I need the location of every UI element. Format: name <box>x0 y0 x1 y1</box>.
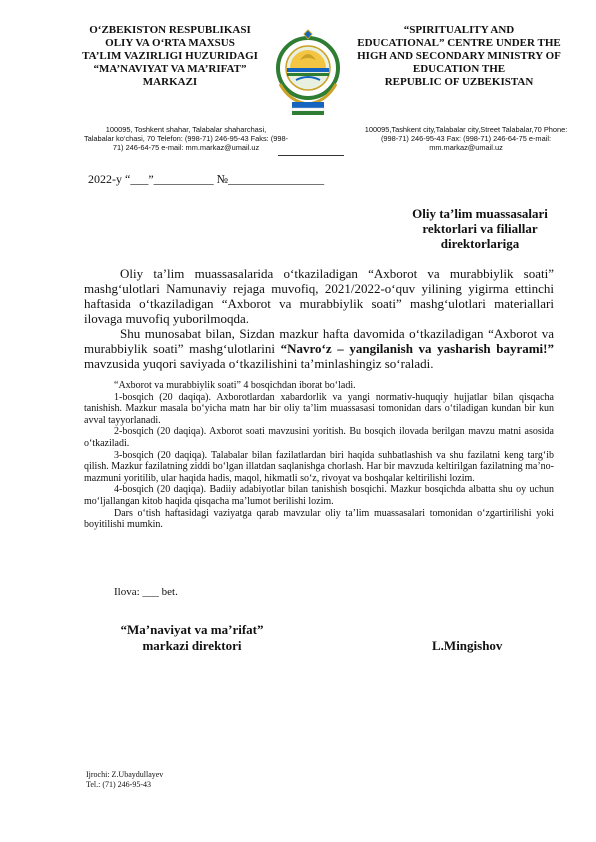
stage-paragraph: 1-bosqich (20 daqiqa). Axborotlardan xabardorlik va yangi normativ-huquqiy hujjatlar bilan qisqacha tanishish. Mazkur masala bo‘yicha matn har bir oliy ta’lim muassasasi tomonidan dars o‘tiladigan kundan bir kun avval tayyorlanadi. <box>84 391 554 426</box>
letterhead-uz-line: OLIY VA O‘RTA MAXSUS <box>105 37 235 49</box>
address-uz-line: Talabalar ko‘chasi, 70 Telefon: (998-71) 246-95-43 Faks: (998- <box>83 134 289 143</box>
address-en-line: (998-71) 246-95-43 Fax: (998-71) 246-64-75 e-mail: <box>380 134 552 143</box>
letterhead-divider <box>278 155 344 156</box>
attachment-note: Ilova: ___ bet. <box>114 586 178 598</box>
executor-phone: Tel.: (71) 246-95-43 <box>86 779 151 789</box>
paragraph-text: Shu munosabat bilan, Sizdan mazkur hafta davomida o‘tkaziladigan “Axborot va murabbiylik soati” mashg‘ulotlarini <box>84 326 554 356</box>
address-uz-line: 71) 246-64-75 e-mail: mm.markaz@umail.uz <box>112 143 260 152</box>
addressee <box>380 206 580 251</box>
letterhead-en-line: EDUCATIONAL” CENTRE UNDER THE <box>357 37 561 49</box>
letterhead-en-line: HIGH AND SECONDARY MINISTRY OF <box>357 50 561 62</box>
address-en-line: mm.markaz@umail.uz <box>429 143 503 152</box>
paragraph-text: mavzusida yuqori saviyada o‘tkazilishini ta’minlashingiz so‘raladi. <box>84 356 434 371</box>
letterhead <box>0 20 596 160</box>
stages-list <box>84 380 554 531</box>
letterhead-en-line: “SPIRITUALITY AND <box>403 24 515 36</box>
letter-body <box>84 266 554 371</box>
letterhead-uz <box>72 24 268 89</box>
letterhead-uz-line: TA’LIM VAZIRLIGI HUZURIDAGI <box>82 50 258 62</box>
letterhead-en-line: REPUBLIC OF UZBEKISTAN <box>384 76 534 88</box>
signatory-title-line: markazi direktori <box>142 638 242 653</box>
letterhead-uz-line: O‘ZBEKISTON RESPUBLIKASI <box>89 24 251 36</box>
signatory-title <box>112 622 272 654</box>
stage-paragraph: Dars o‘tish haftasidagi vaziyatga qarab mavzular oliy ta’lim muassasalari tomonidan o‘zgartirilishi yoki boyitilishi mumkin. <box>84 507 554 531</box>
body-paragraph: Oliy ta’lim muassasalarida o‘tkaziladigan “Axborot va murabbiylik soati” mashg‘ulotlari Namunaviy rejaga muvofiq, 2021/2022-o‘quv yilining yigirma ettinchi haftasida o‘tkaziladigan “Axborot va murabbiylik soati” mashg‘ulotlari materiallari ilovaga muvofiq yuborilmoqda. <box>84 266 554 326</box>
letterhead-uz-line: “MA’NAVIYAT VA MA’RIFAT” <box>93 63 247 75</box>
stage-paragraph: 4-bosqich (20 daqiqa). Badiiy adabiyotlar bilan tanishish bosqichi. Mazkur bosqichda albatta shu oy uchun mo‘ljallangan kitob haqida qisqacha ma’lumot berilishi lozim. <box>84 484 554 507</box>
letterhead-en <box>344 24 574 89</box>
date-number-line: 2022-y “___”__________ №________________ <box>88 172 325 186</box>
stage-paragraph: 2-bosqich (20 daqiqa). Axborot soati mavzusini yoritish. Bu bosqich ilovada berilgan mavzu matni asosida o‘tkaziladi. <box>84 426 554 449</box>
stage-paragraph: 3-bosqich (20 daqiqa). Talabalar bilan fazilatlardan biri haqida suhbatlashish va shu fazilatni keng targ‘ib qilish. Mazkur fazilatning ziddi bo‘lgan illatdan saqlanishga chorlash. Har bir mavzuda keltirilgan fazilatning ma’no-mazmuni yoritilib, ular haqida hadis, maqol, hikmatli so‘z, rivoyat va boshqalar keltirilishi lozim. <box>84 449 554 484</box>
address-en-line: 100095,Tashkent city,Talabalar city,Street Talabalar,70 Phone: <box>364 125 568 134</box>
stage-paragraph: “Axborot va murabbiylik soati” 4 bosqichdan iborat bo‘ladi. <box>114 380 356 391</box>
body-paragraph <box>84 326 554 371</box>
signatory-title-line: “Ma’naviyat va ma’rifat” <box>120 622 264 637</box>
address-en <box>356 125 576 152</box>
letterhead-en-line: EDUCATION THE <box>412 63 506 75</box>
executor-footer <box>86 770 163 789</box>
address-uz-line: 100095, Toshkent shahar, Talabalar shaharchasi, <box>105 125 267 134</box>
addressee-line: Oliy ta’lim muassasalari <box>412 206 548 221</box>
letterhead-uz-line: MARKAZI <box>142 76 198 88</box>
executor-line: Ijrochi: Z.Ubaydullayev <box>86 770 164 779</box>
state-emblem-icon <box>270 28 346 118</box>
addressee-line: rektorlari va filiallar <box>422 221 538 236</box>
addressee-line: direktorlariga <box>440 236 520 251</box>
topic-title: “Navro‘z – yangilanish va yasharish bayrami!” <box>280 341 554 356</box>
address-uz <box>72 125 300 152</box>
signatory-name: L.Mingishov <box>432 638 503 653</box>
